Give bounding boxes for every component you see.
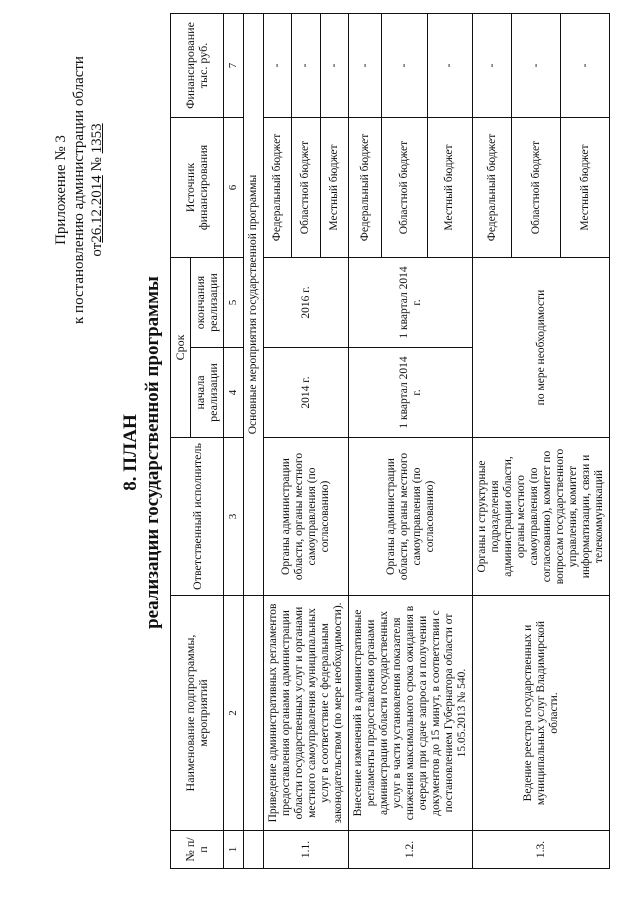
column-index: 6 xyxy=(224,118,244,258)
row-end: 2016 г. xyxy=(264,258,349,348)
row-funding: - xyxy=(561,14,610,118)
appendix-number-sign: № xyxy=(89,153,105,176)
row-executor: Органы администрации области, органы местного самоуправления (по согласованию) xyxy=(349,438,473,596)
plan-title xyxy=(120,0,164,905)
row-funding: - xyxy=(382,14,427,118)
row-source: Местный бюджет xyxy=(320,118,348,258)
appendix-resolution: к постановлению администрации области xyxy=(71,56,87,324)
row-num: 1.2. xyxy=(349,831,473,869)
appendix-label: Приложение № 3 xyxy=(53,135,69,245)
row-num: 1.3. xyxy=(473,831,610,869)
table-row xyxy=(473,14,512,869)
row-funding: - xyxy=(264,14,292,118)
plan-table xyxy=(170,13,610,869)
row-end: 1 квартал 2014 г. xyxy=(349,258,473,348)
header-name: Наименование подпрограммы, мероприятий xyxy=(171,596,224,831)
row-funding: - xyxy=(512,14,561,118)
header-start: начала реализации xyxy=(191,348,224,438)
plan-title-subheading: реализации государственной программы xyxy=(142,276,163,629)
row-name: Ведение реестра государственных и муниципальных услуг Владимирской области. xyxy=(473,596,610,831)
row-term-merged: по мере необходимости xyxy=(473,258,610,438)
header-executor: Ответственный исполнитель xyxy=(171,438,224,596)
row-num: 1.1. xyxy=(264,831,349,869)
header-num: № п/п xyxy=(171,831,224,869)
appendix-block xyxy=(52,40,106,340)
row-funding: - xyxy=(427,14,472,118)
section-empty-cell xyxy=(244,831,264,869)
row-funding: - xyxy=(473,14,512,118)
header-end: окончания реализации xyxy=(191,258,224,348)
row-funding: - xyxy=(292,14,320,118)
row-funding: - xyxy=(349,14,382,118)
row-source: Федеральный бюджет xyxy=(264,118,292,258)
column-index: 4 xyxy=(224,348,244,438)
header-row-1 xyxy=(171,14,191,869)
header-funding: Финансирование тыс. руб. xyxy=(171,14,224,118)
row-source: Областной бюджет xyxy=(382,118,427,258)
header-term: Срок xyxy=(171,258,191,438)
appendix-number: 1353 xyxy=(89,123,105,154)
table-row xyxy=(349,14,382,869)
row-source: Федеральный бюджет xyxy=(349,118,382,258)
row-source: Областной бюджет xyxy=(292,118,320,258)
row-executor: Органы администрации области, органы местного самоуправления (по согласованию) xyxy=(264,438,349,596)
column-index: 3 xyxy=(224,438,244,596)
row-name: Приведение административных регламентов предоставления органами администрации области государственных услуг и органами местного самоуправления муниципальных услуг в соответствие с федеральным законодательством (по мере необходимости). xyxy=(264,596,349,831)
row-start: 1 квартал 2014 г. xyxy=(349,348,473,438)
header-source: Источник финансирования xyxy=(171,118,224,258)
column-index: 2 xyxy=(224,596,244,831)
column-index: 7 xyxy=(224,14,244,118)
section-title: Основные мероприятия государственной программы xyxy=(244,14,264,596)
row-source: Местный бюджет xyxy=(561,118,610,258)
row-source: Местный бюджет xyxy=(427,118,472,258)
column-index: 5 xyxy=(224,258,244,348)
row-source: Областной бюджет xyxy=(512,118,561,258)
column-index-row xyxy=(224,14,244,869)
appendix-date-number xyxy=(88,40,106,340)
row-start: 2014 г. xyxy=(264,348,349,438)
section-row xyxy=(244,14,264,869)
column-index: 1 xyxy=(224,831,244,869)
appendix-date: 26.12.2014 xyxy=(89,175,105,243)
plan-title-heading: 8. ПЛАН xyxy=(120,414,141,491)
row-name: Внесение изменений в административные регламенты предоставления органами администрации области государственных услуг в части установления показателя снижения максимального срока ожидания в очереди при сдаче запроса и получении документов до 15 минут, в соответствии с постановлением Губернатора области от 15.05.2013 № 540. xyxy=(349,596,473,831)
row-funding: - xyxy=(320,14,348,118)
appendix-date-prefix: от xyxy=(89,242,105,257)
table-row xyxy=(264,14,292,869)
section-empty-cell xyxy=(244,596,264,831)
row-executor: Органы и структурные подразделения администрации области, органы местного самоуправления (по согласованию), комитет по вопросам государственного управления, комитет информатизации, связи и телекоммуникаций xyxy=(473,438,610,596)
row-source: Федеральный бюджет xyxy=(473,118,512,258)
